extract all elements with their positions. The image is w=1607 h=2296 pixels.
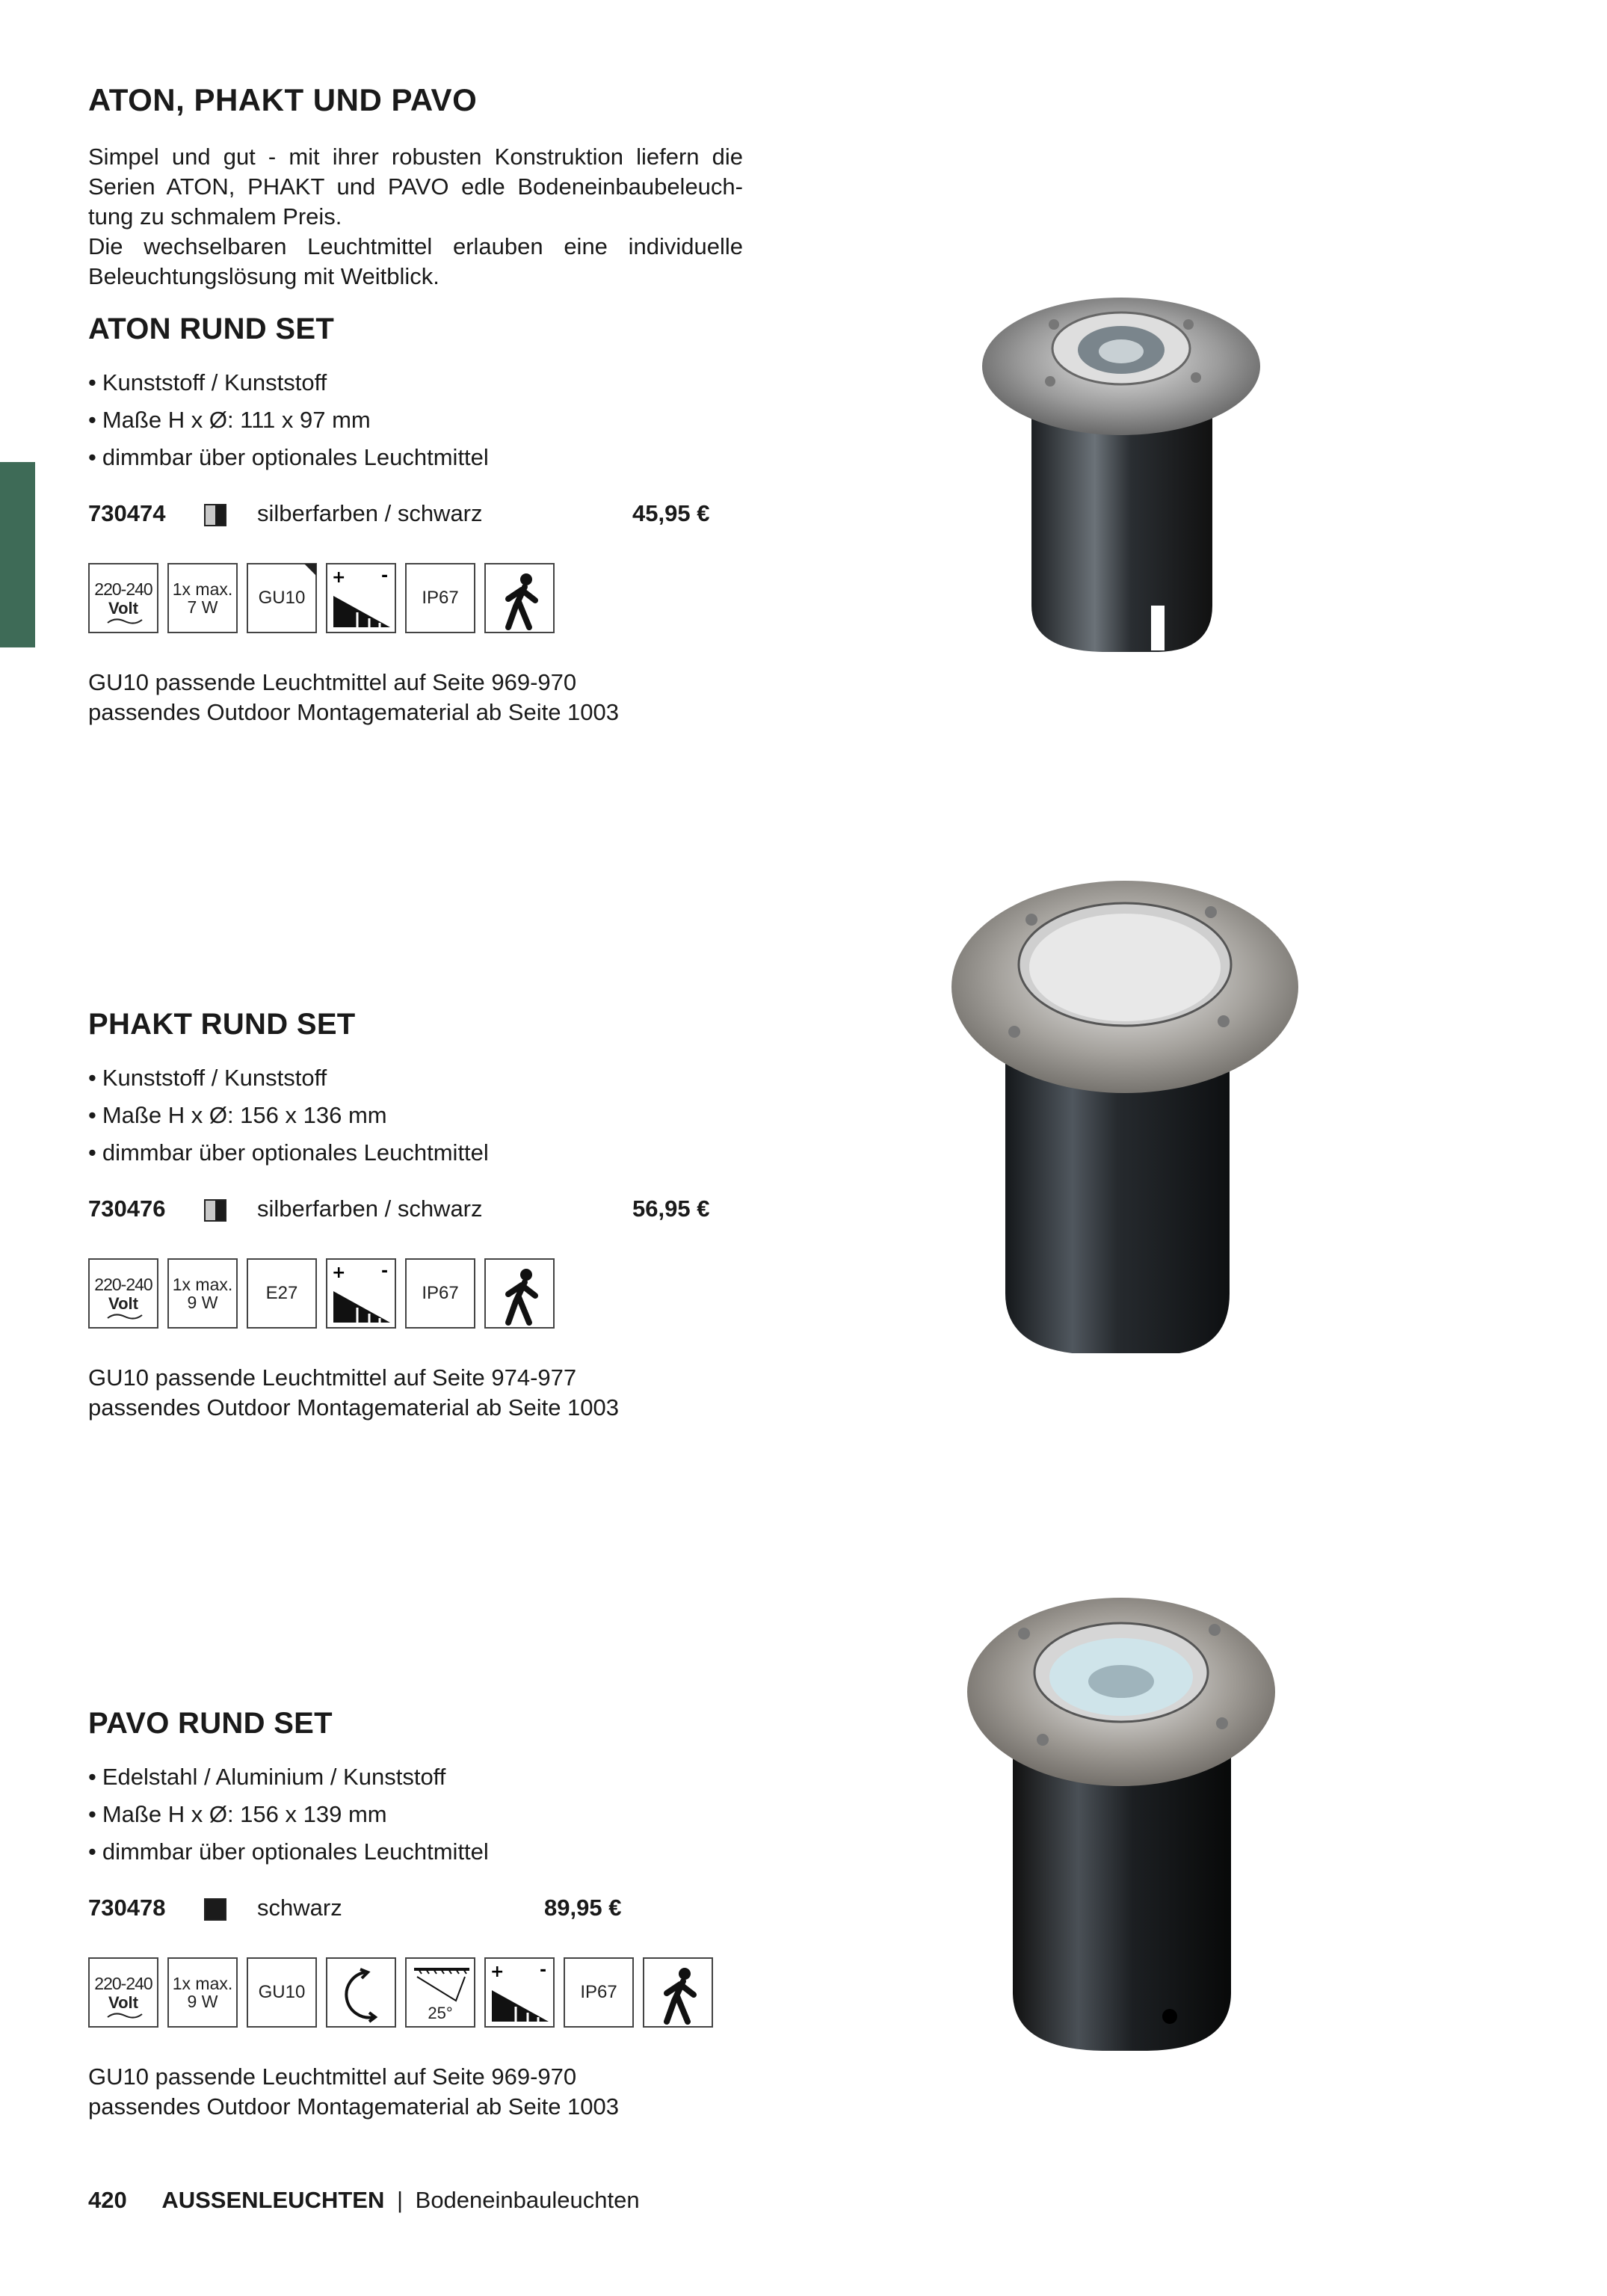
ip-rating-icon: IP67 (405, 1258, 475, 1329)
note-mounting: passendes Outdoor Montagematerial ab Seite 1003 (88, 2093, 620, 2120)
svg-text:-: - (381, 1262, 389, 1281)
footer-subcategory: Bodeneinbauleuchten (415, 2187, 640, 2213)
feature-dimmable: • dimmbar über optionales Leuchtmittel (88, 439, 761, 476)
note-mounting: passendes Outdoor Montagematerial ab Seite 1003 (88, 1394, 620, 1421)
color-swatch (204, 1199, 226, 1222)
intro-text (88, 142, 743, 292)
product-features (88, 364, 761, 476)
color-swatch (204, 1898, 226, 1921)
product-order-row (88, 1195, 761, 1228)
feature-icons (88, 1258, 761, 1330)
dimmable-icon (326, 563, 396, 633)
intro-paragraph-1: Simpel und gut - mit ihrer robusten Konstruktion liefern die Serien ATON, PHAKT und PAVO edle Bodeneinbaubeleuchtung zu schmalem Preis. (88, 144, 743, 230)
note-bulbs: GU10 passende Leuchtmittel auf Seite 974-977 (88, 1364, 577, 1391)
svg-text:+: + (490, 1963, 505, 1981)
svg-text:+: + (332, 568, 346, 587)
product-title: PHAKT RUND SET (88, 1008, 356, 1041)
feature-icons (88, 563, 761, 635)
product-title: PAVO RUND SET (88, 1707, 333, 1740)
wattage-icon: 1x max. 7 W (167, 563, 238, 633)
chapter-tab (0, 462, 35, 647)
pavo-product-image (960, 1589, 1282, 2052)
voltage-icon: 220-240 Volt (88, 563, 158, 633)
article-number: 730476 (88, 1195, 166, 1222)
walk-over-icon (484, 563, 555, 633)
feature-dimensions: • Maße H x Ø: 156 x 136 mm (88, 1097, 761, 1134)
product-order-row (88, 1895, 761, 1927)
walk-over-icon (643, 1957, 713, 2028)
article-number: 730474 (88, 500, 166, 526)
socket-icon: GU10 (247, 563, 317, 633)
price: 56,95 € (632, 1195, 710, 1222)
page-number: 420 (88, 2187, 127, 2213)
product-notes (88, 2062, 761, 2122)
wattage-icon: 1x max. 9 W (167, 1957, 238, 2028)
dimmable-icon (326, 1258, 396, 1329)
feature-dimensions: • Maße H x Ø: 156 x 139 mm (88, 1796, 761, 1833)
feature-material: • Kunststoff / Kunststoff (88, 1059, 761, 1097)
footer-separator: | (396, 2187, 404, 2213)
rotate-icon (326, 1957, 396, 2028)
socket-icon: E27 (247, 1258, 317, 1329)
feature-dimmable: • dimmbar über optionales Leuchtmittel (88, 1833, 761, 1871)
page-heading: ATON, PHAKT UND PAVO (88, 82, 478, 117)
intro-paragraph-2: Die wechselbaren Leuchtmittel erlauben eine individuelle Beleuchtungslösung mit Weitblick. (88, 233, 743, 289)
product-notes (88, 668, 761, 727)
feature-material: • Kunststoff / Kunststoff (88, 364, 761, 401)
article-number: 730478 (88, 1895, 166, 1921)
price: 45,95 € (632, 500, 710, 526)
page-footer (88, 2187, 640, 2214)
aton-product-image (972, 284, 1271, 658)
product-aton (88, 313, 761, 727)
product-pavo (88, 1707, 761, 2122)
beam-angle-icon: 25° (405, 1957, 475, 2028)
feature-dimmable: • dimmbar über optionales Leuchtmittel (88, 1134, 761, 1172)
walk-over-icon (484, 1258, 555, 1329)
product-phakt (88, 1008, 761, 1423)
product-notes (88, 1363, 761, 1423)
color-name: silberfarben / schwarz (257, 1195, 483, 1222)
feature-dimensions: • Maße H x Ø: 111 x 97 mm (88, 401, 761, 439)
product-title: ATON RUND SET (88, 313, 335, 345)
color-swatch (204, 504, 226, 526)
phakt-product-image (946, 875, 1304, 1353)
voltage-icon: 220-240 Volt (88, 1957, 158, 2028)
product-order-row (88, 500, 761, 533)
wattage-icon: 1x max. 9 W (167, 1258, 238, 1329)
socket-icon: GU10 (247, 1957, 317, 2028)
price: 89,95 € (544, 1895, 622, 1921)
svg-text:+: + (332, 1264, 346, 1282)
dimmable-icon (484, 1957, 555, 2028)
ip-rating-icon: IP67 (405, 563, 475, 633)
color-name: silberfarben / schwarz (257, 500, 483, 526)
footer-category: AUSSENLEUCHTEN (161, 2187, 385, 2213)
feature-icons (88, 1957, 761, 2029)
svg-text:-: - (381, 567, 389, 585)
note-bulbs: GU10 passende Leuchtmittel auf Seite 969-970 (88, 669, 577, 695)
feature-material: • Edelstahl / Aluminium / Kunststoff (88, 1758, 761, 1796)
note-mounting: passendes Outdoor Montagematerial ab Seite 1003 (88, 699, 620, 725)
product-features (88, 1059, 761, 1172)
ip-rating-icon: IP67 (564, 1957, 634, 2028)
svg-text:-: - (540, 1961, 547, 1980)
product-features (88, 1758, 761, 1871)
color-name: schwarz (257, 1895, 342, 1921)
voltage-icon: 220-240 Volt (88, 1258, 158, 1329)
note-bulbs: GU10 passende Leuchtmittel auf Seite 969-970 (88, 2063, 577, 2090)
